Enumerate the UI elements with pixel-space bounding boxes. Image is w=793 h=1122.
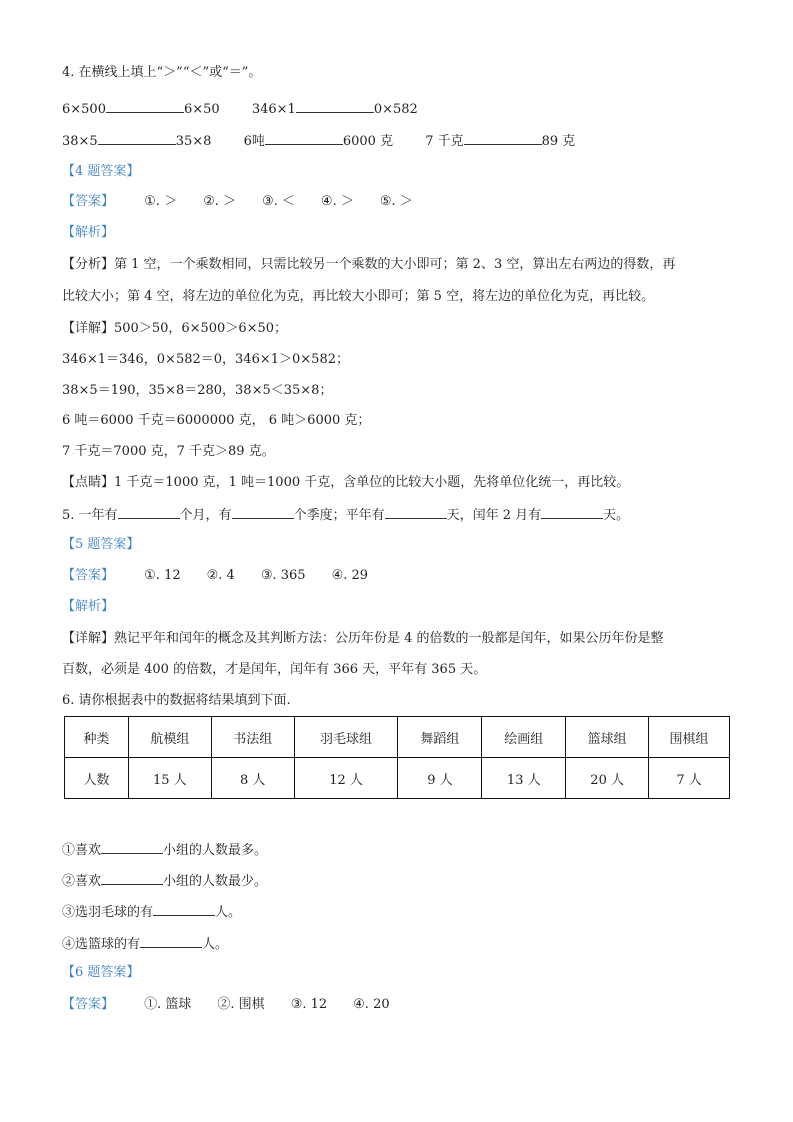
answer-blank[interactable]	[118, 505, 180, 519]
answer-blank[interactable]	[140, 934, 202, 948]
answer-item: ①. 篮球	[144, 997, 192, 1012]
q4-answers	[62, 193, 439, 211]
text: ①喜欢	[62, 843, 102, 858]
answer-blank[interactable]	[385, 505, 447, 519]
q4-analysis-line: 【分析】第 1 空，一个乘数相同，只需比较另一个乘数的大小即可；第 2、3 空，算出左右两边的得数，再	[62, 257, 676, 272]
answer-label: 【答案】	[62, 568, 115, 583]
table-cell: 9 人	[398, 758, 482, 799]
table-cell: 20 人	[566, 758, 649, 799]
answer-blank[interactable]	[464, 131, 542, 145]
table-cell: 篮球组	[566, 717, 649, 758]
expr: 6×50	[183, 102, 220, 117]
q4-analysis-header: 【解析】	[62, 225, 115, 240]
table-cell: 人数	[65, 758, 129, 799]
answer-blank[interactable]	[106, 99, 184, 113]
q4-detail-line: 【详解】500＞50，6×500＞6×50；	[62, 321, 288, 336]
answer-item: ④. 20	[353, 997, 390, 1012]
answer-item: ①. 12	[144, 568, 181, 583]
group-table	[64, 716, 730, 799]
text: 小组的人数最少。	[163, 874, 268, 889]
text: 人。	[202, 937, 229, 952]
table-cell: 12 人	[294, 758, 398, 799]
expr: 6吨	[243, 134, 265, 149]
expr: 346×1	[251, 102, 296, 117]
table-cell: 航模组	[128, 717, 211, 758]
q6-question	[62, 934, 228, 954]
table-row	[65, 717, 730, 758]
table-cell: 书法组	[211, 717, 294, 758]
q5-detail-line: 【详解】熟记平年和闰年的概念及其判断方法：公历年份是 4 的倍数的一般都是闰年，如果公历年份是整	[62, 631, 664, 646]
text: ②喜欢	[62, 874, 102, 889]
q6-question	[62, 902, 241, 922]
table-cell: 围棋组	[649, 717, 730, 758]
q5-detail-line: 百数，必须是 400 的倍数，才是闰年，闰年有 366 天，平年有 365 天。	[62, 662, 487, 677]
table-cell: 绘画组	[482, 717, 566, 758]
expr: 0×582	[373, 102, 418, 117]
answer-item: ③. ＜	[262, 194, 295, 209]
answer-blank[interactable]	[541, 505, 603, 519]
answer-label: 【答案】	[62, 194, 115, 209]
text: 5. 一年有	[62, 508, 118, 523]
q4-detail-line: 7 千克＝7000 克，7 千克＞89 克。	[62, 444, 275, 459]
text: 小组的人数最多。	[163, 843, 268, 858]
expr: 35×8	[175, 134, 212, 149]
answer-item: ④. ＞	[320, 194, 354, 209]
text: 个季度；平年有	[293, 508, 385, 523]
text: ③选羽毛球的有	[62, 905, 154, 920]
answer-item: ③. 365	[260, 568, 306, 583]
table-cell: 舞蹈组	[398, 717, 482, 758]
q6-answers	[62, 996, 416, 1014]
q5-answers	[62, 567, 394, 585]
answer-item: ②. ＞	[203, 194, 236, 209]
q4-analysis-line: 比较大小；第 4 空，将左边的单位化为克，再比较大小即可；第 5 空，将左边的单位化为克，再比较。	[62, 289, 655, 304]
answer-blank[interactable]	[153, 902, 215, 916]
answer-blank[interactable]	[296, 99, 374, 113]
answer-item: ②. 4	[206, 568, 235, 583]
q5-analysis-header: 【解析】	[62, 599, 115, 614]
q5-answer-header: 【5 题答案】	[62, 537, 140, 552]
answer-item: ②. 围棋	[217, 997, 265, 1012]
answer-blank[interactable]	[101, 871, 163, 885]
text: 天。	[603, 508, 630, 523]
answer-item: ①. ＞	[144, 194, 178, 209]
answer-blank[interactable]	[232, 505, 294, 519]
answer-item: ⑤. ＞	[379, 194, 413, 209]
expr: 38×5	[62, 134, 98, 149]
expr: 6000 克	[342, 134, 394, 149]
answer-blank[interactable]	[265, 131, 343, 145]
expr: 7 千克	[425, 134, 464, 149]
q4-detail-line: 38×5＝190，35×8＝280，38×5＜35×8；	[62, 383, 333, 398]
expr: 89 克	[541, 134, 576, 149]
q4-answer-header: 【4 题答案】	[62, 164, 140, 179]
text: ④选篮球的有	[62, 937, 141, 952]
table-cell: 羽毛球组	[294, 717, 398, 758]
q6-question	[62, 871, 267, 891]
q5-title	[62, 505, 629, 525]
answer-label: 【答案】	[62, 997, 115, 1012]
answer-blank[interactable]	[98, 131, 176, 145]
table-cell: 种类	[65, 717, 129, 758]
table-row	[65, 758, 730, 799]
q6-answer-header: 【6 题答案】	[62, 965, 140, 980]
expr: 6×500	[62, 102, 106, 117]
answer-item: ④. 29	[331, 568, 369, 583]
q4-row2	[62, 131, 575, 151]
answer-item: ③. 12	[290, 997, 328, 1012]
q4-row1	[62, 99, 418, 119]
text: 人。	[215, 905, 242, 920]
q6-question	[62, 840, 267, 860]
text: 个月，有	[179, 508, 232, 523]
q6-title: 6. 请你根据表中的数据将结果填到下面.	[62, 693, 291, 708]
table-cell: 13 人	[482, 758, 566, 799]
q4-detail-line: 6 吨＝6000 千克＝6000000 克， 6 吨＞6000 克；	[62, 413, 371, 428]
q4-title: 4. 在横线上填上“＞”“＜”或“＝”。	[62, 65, 262, 80]
answer-blank[interactable]	[101, 840, 163, 854]
q4-tip: 【点睛】1 千克＝1000 克，1 吨＝1000 千克，含单位的比较大小题，先将单位化统一，再比较。	[62, 475, 630, 490]
table-cell: 8 人	[211, 758, 294, 799]
table-cell: 15 人	[128, 758, 211, 799]
text: 天，闰年 2 月有	[446, 508, 542, 523]
q4-detail-line: 346×1＝346，0×582＝0，346×1＞0×582；	[62, 352, 349, 367]
table-cell: 7 人	[649, 758, 730, 799]
